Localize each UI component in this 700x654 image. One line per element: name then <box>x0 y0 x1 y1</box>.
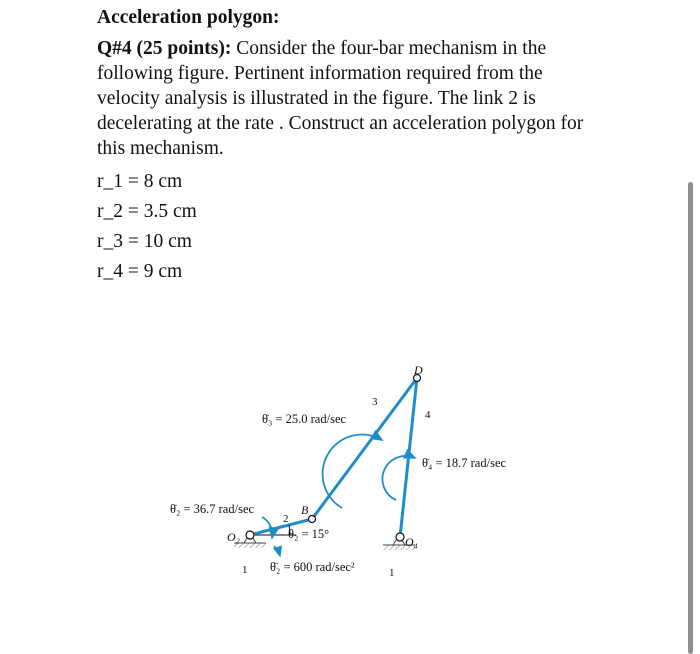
link-3 <box>312 378 417 519</box>
alpha2-label: θ̈₂ = 600 rad/sec² <box>270 560 355 574</box>
pivot-o4 <box>396 533 404 541</box>
omega4-label: θ̇₄ = 18.7 rad/sec <box>422 456 507 470</box>
omega4-arrow <box>382 456 415 500</box>
omega3-label: θ̇₃ = 25.0 rad/sec <box>262 412 347 426</box>
pivot-o2-label: O₂ <box>227 530 240 544</box>
point-d-label: D <box>414 363 423 377</box>
link-4-label: 4 <box>425 409 431 421</box>
question-label: Q#4 (25 points): <box>97 38 232 59</box>
ground-label-left: 1 <box>242 564 248 576</box>
omega3-arrow <box>323 435 382 508</box>
section-heading: Acceleration polygon: <box>97 7 280 28</box>
link-3-label: 3 <box>372 396 378 408</box>
point-b-label: B <box>301 503 309 517</box>
pivot-o4-label: O₄ <box>405 535 418 549</box>
given-r3: r_3 = 10 cm <box>97 231 192 252</box>
alpha2-arrow <box>274 546 280 556</box>
given-r1: r_1 = 8 cm <box>97 171 183 192</box>
question-text: Consider the four-bar mechanism in the following figure. Pertinent information required from the velocity analysis is illustrated in the figure. The link 2 is decelerating at the rate . Construct an acceleration polygon for this mechanism. <box>97 38 584 159</box>
given-r2: r_2 = 3.5 cm <box>97 201 197 222</box>
joint-b <box>309 516 316 523</box>
ground-label-right: 1 <box>389 567 395 579</box>
vertical-scrollbar[interactable] <box>688 182 693 654</box>
link-2-label: 2 <box>283 513 289 525</box>
omega2-label: θ̇₂ = 36.7 rad/sec <box>170 502 255 516</box>
pivot-o2 <box>246 531 254 539</box>
theta2-label: θ₂ = 15° <box>288 527 330 541</box>
given-r4: r_4 = 9 cm <box>97 261 183 282</box>
